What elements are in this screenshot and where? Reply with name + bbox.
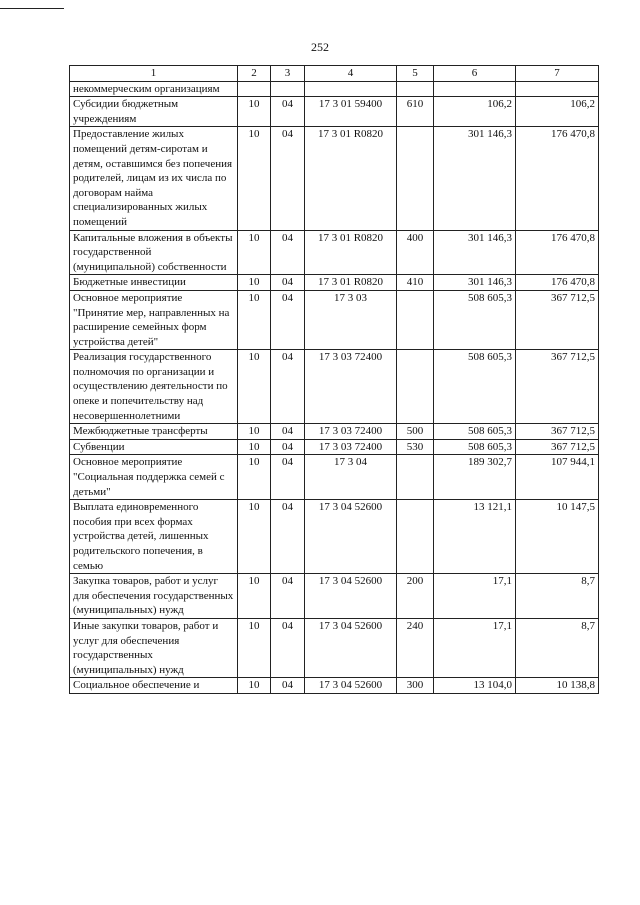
row-name: Иные закупки товаров, работ и услуг для обеспечения государственных (муниципальных) нужд	[70, 618, 238, 677]
row-subsection: 04	[271, 618, 305, 677]
row-amount-1: 301 146,3	[434, 275, 516, 291]
row-amount-2: 106,2	[516, 97, 599, 127]
row-target-code: 17 3 01 R0820	[305, 230, 397, 275]
row-name: Межбюджетные трансферты	[70, 424, 238, 440]
row-amount-2: 10 138,8	[516, 678, 599, 694]
table-row	[70, 574, 599, 619]
row-section: 10	[238, 678, 271, 694]
column-header: 5	[397, 66, 434, 82]
row-expense-type: 530	[397, 439, 434, 455]
table-row	[70, 678, 599, 694]
row-target-code: 17 3 01 R0820	[305, 127, 397, 230]
table-row	[70, 455, 599, 500]
row-amount-1: 508 605,3	[434, 350, 516, 424]
row-subsection: 04	[271, 500, 305, 574]
row-expense-type: 410	[397, 275, 434, 291]
row-section: 10	[238, 127, 271, 230]
row-amount-1: 508 605,3	[434, 439, 516, 455]
row-expense-type: 500	[397, 424, 434, 440]
row-name: Субсидии бюджетным учреждениям	[70, 97, 238, 127]
row-name: Капитальные вложения в объекты государственной (муниципальной) собственности	[70, 230, 238, 275]
row-amount-2: 367 712,5	[516, 350, 599, 424]
column-header: 3	[271, 66, 305, 82]
row-amount-1: 301 146,3	[434, 127, 516, 230]
row-amount-2: 367 712,5	[516, 290, 599, 349]
row-section	[238, 81, 271, 97]
column-header: 2	[238, 66, 271, 82]
table-row	[70, 127, 599, 230]
row-subsection: 04	[271, 350, 305, 424]
row-subsection: 04	[271, 275, 305, 291]
row-name: Бюджетные инвестиции	[70, 275, 238, 291]
row-amount-2: 8,7	[516, 618, 599, 677]
row-target-code: 17 3 04	[305, 455, 397, 500]
row-expense-type: 300	[397, 678, 434, 694]
row-expense-type	[397, 81, 434, 97]
page-number: 252	[311, 40, 329, 54]
table-row	[70, 500, 599, 574]
row-section: 10	[238, 574, 271, 619]
row-section: 10	[238, 275, 271, 291]
table-row	[70, 230, 599, 275]
row-expense-type	[397, 290, 434, 349]
row-amount-2: 176 470,8	[516, 127, 599, 230]
row-subsection: 04	[271, 424, 305, 440]
table-row	[70, 290, 599, 349]
row-subsection: 04	[271, 127, 305, 230]
row-section: 10	[238, 230, 271, 275]
row-amount-2: 367 712,5	[516, 424, 599, 440]
row-amount-1: 17,1	[434, 574, 516, 619]
row-name: Закупка товаров, работ и услуг для обеспечения государственных (муниципальных) нужд	[70, 574, 238, 619]
row-subsection: 04	[271, 455, 305, 500]
column-header: 6	[434, 66, 516, 82]
row-section: 10	[238, 455, 271, 500]
row-expense-type	[397, 500, 434, 574]
row-amount-1: 301 146,3	[434, 230, 516, 275]
row-expense-type	[397, 127, 434, 230]
row-expense-type: 400	[397, 230, 434, 275]
table-row	[70, 424, 599, 440]
row-name: Предоставление жилых помещений детям-сиротам и детям, оставшимся без попечения родителей, лицам из их числа по договорам найма специализированных жилых помещений	[70, 127, 238, 230]
row-section: 10	[238, 290, 271, 349]
row-target-code: 17 3 03 72400	[305, 439, 397, 455]
row-subsection: 04	[271, 230, 305, 275]
row-target-code: 17 3 04 52600	[305, 500, 397, 574]
table-row	[70, 275, 599, 291]
row-amount-2: 107 944,1	[516, 455, 599, 500]
row-target-code: 17 3 01 59400	[305, 97, 397, 127]
row-target-code: 17 3 01 R0820	[305, 275, 397, 291]
row-amount-2: 10 147,5	[516, 500, 599, 574]
row-name: некоммерческим организациям	[70, 81, 238, 97]
row-subsection: 04	[271, 97, 305, 127]
row-expense-type: 200	[397, 574, 434, 619]
row-subsection: 04	[271, 574, 305, 619]
row-section: 10	[238, 350, 271, 424]
row-target-code: 17 3 03 72400	[305, 350, 397, 424]
row-section: 10	[238, 97, 271, 127]
row-subsection: 04	[271, 290, 305, 349]
row-amount-1	[434, 81, 516, 97]
row-amount-2: 176 470,8	[516, 275, 599, 291]
table-header-row	[70, 66, 599, 82]
row-target-code: 17 3 04 52600	[305, 678, 397, 694]
row-subsection	[271, 81, 305, 97]
row-amount-2: 176 470,8	[516, 230, 599, 275]
table-row	[70, 618, 599, 677]
row-subsection: 04	[271, 439, 305, 455]
row-name: Основное мероприятие "Социальная поддержка семей с детьми"	[70, 455, 238, 500]
row-section: 10	[238, 439, 271, 455]
row-target-code: 17 3 03 72400	[305, 424, 397, 440]
column-header: 4	[305, 66, 397, 82]
row-target-code: 17 3 04 52600	[305, 618, 397, 677]
column-header: 7	[516, 66, 599, 82]
table-row	[70, 97, 599, 127]
row-expense-type: 240	[397, 618, 434, 677]
row-amount-1: 189 302,7	[434, 455, 516, 500]
row-name: Социальное обеспечение и	[70, 678, 238, 694]
row-amount-1: 13 121,1	[434, 500, 516, 574]
table-row	[70, 350, 599, 424]
row-amount-1: 508 605,3	[434, 424, 516, 440]
row-name: Субвенции	[70, 439, 238, 455]
row-name: Реализация государственного полномочия по организации и осуществлению деятельности по опеке и попечительству над несовершеннолетними	[70, 350, 238, 424]
row-expense-type	[397, 350, 434, 424]
row-amount-1: 17,1	[434, 618, 516, 677]
top-rule	[0, 8, 64, 9]
table-row	[70, 81, 599, 97]
budget-table	[69, 65, 599, 694]
row-expense-type	[397, 455, 434, 500]
row-amount-2	[516, 81, 599, 97]
row-name: Выплата единовременного пособия при всех формах устройства детей, лишенных родительского попечения, в семью	[70, 500, 238, 574]
column-header: 1	[70, 66, 238, 82]
row-section: 10	[238, 500, 271, 574]
row-amount-2: 8,7	[516, 574, 599, 619]
row-amount-1: 13 104,0	[434, 678, 516, 694]
table-row	[70, 439, 599, 455]
row-amount-1: 106,2	[434, 97, 516, 127]
row-target-code: 17 3 03	[305, 290, 397, 349]
row-section: 10	[238, 424, 271, 440]
row-target-code: 17 3 04 52600	[305, 574, 397, 619]
row-expense-type: 610	[397, 97, 434, 127]
row-amount-1: 508 605,3	[434, 290, 516, 349]
row-target-code	[305, 81, 397, 97]
row-subsection: 04	[271, 678, 305, 694]
row-amount-2: 367 712,5	[516, 439, 599, 455]
row-name: Основное мероприятие "Принятие мер, направленных на расширение семейных форм устройства детей"	[70, 290, 238, 349]
row-section: 10	[238, 618, 271, 677]
